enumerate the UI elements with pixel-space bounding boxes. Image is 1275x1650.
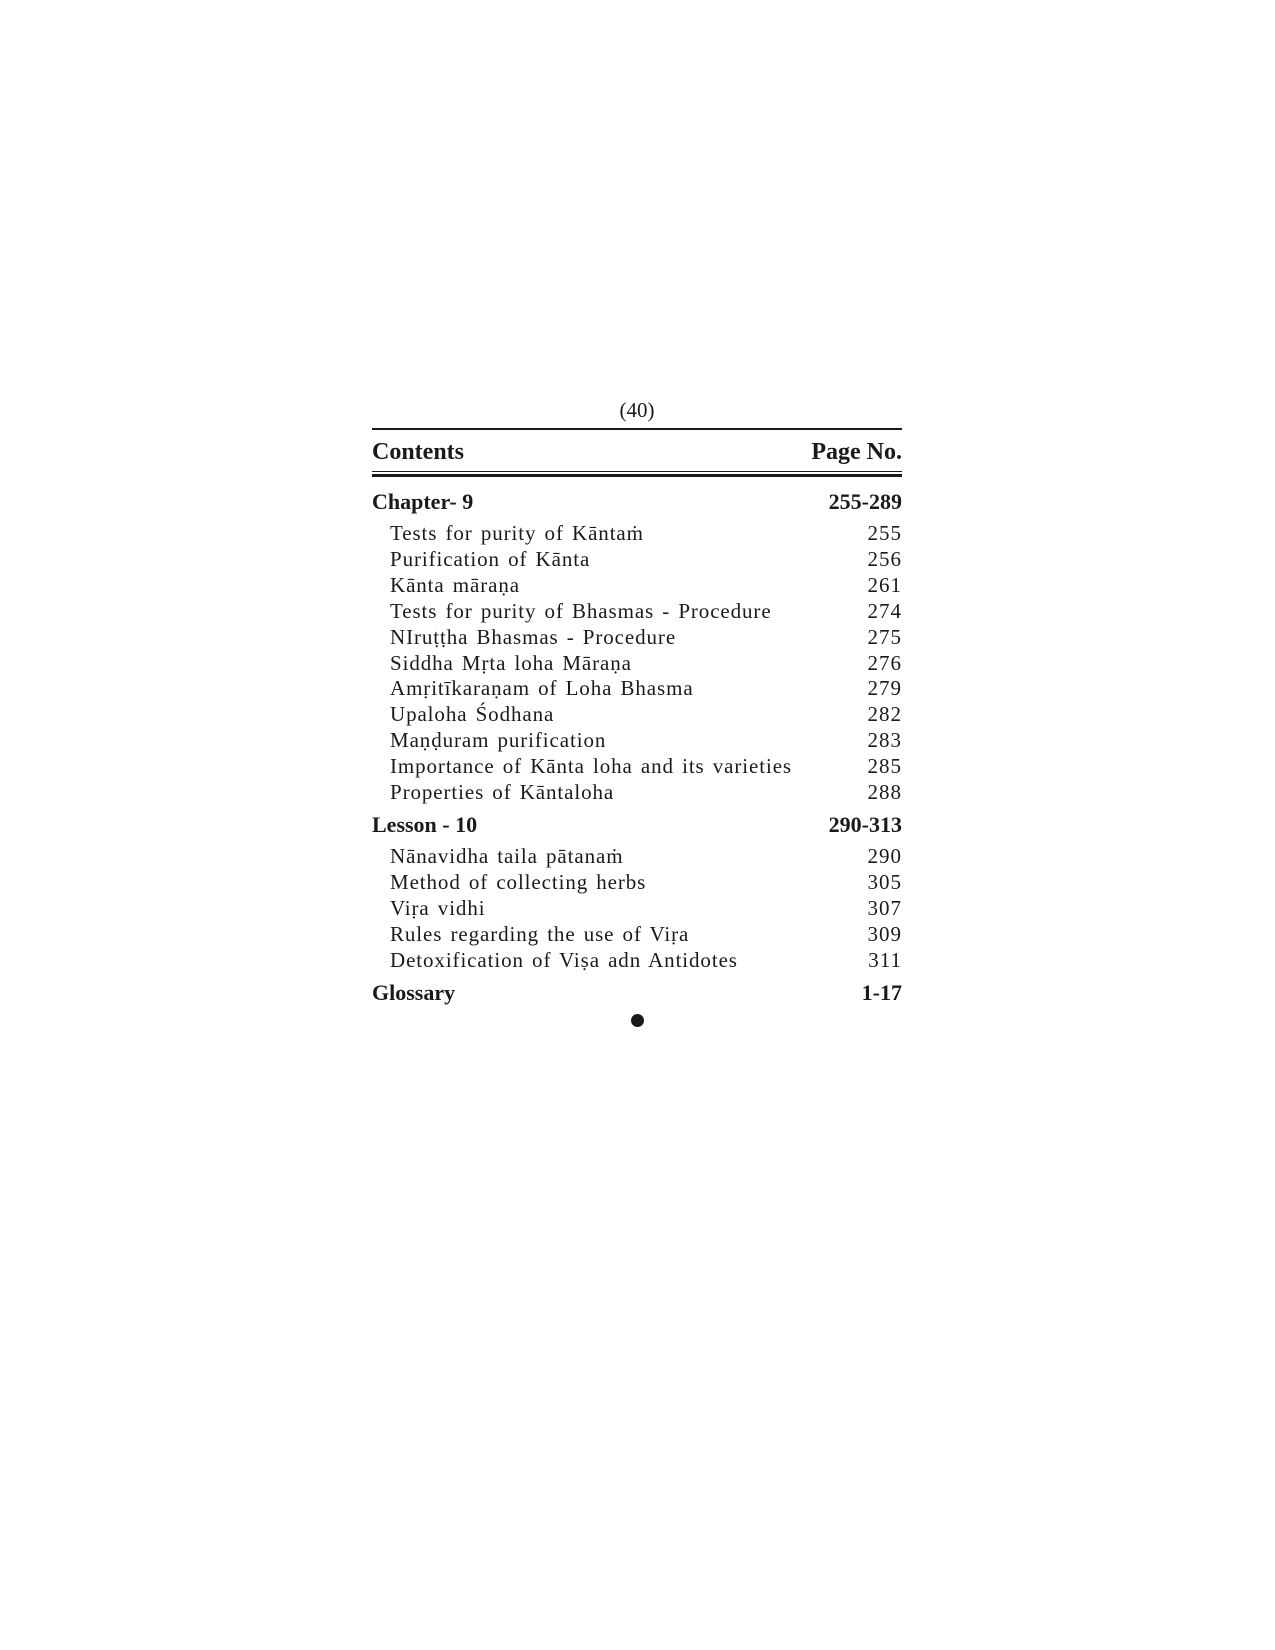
entry-page: 261 — [867, 572, 902, 597]
toc-entry — [372, 573, 902, 599]
toc-entry — [372, 521, 902, 547]
section-title: Glossary — [372, 979, 456, 1005]
entry-page: 309 — [867, 921, 902, 946]
section-page-range: 255-289 — [828, 489, 902, 514]
entry-page: 311 — [868, 947, 902, 972]
entry-page: 282 — [867, 702, 902, 727]
entry-title: Maṇḍuram purification — [390, 728, 607, 753]
entry-page: 290 — [867, 843, 902, 868]
entry-title: Kānta māraṇa — [390, 572, 520, 597]
entry-title: Upaloha Śodhana — [390, 702, 555, 727]
entry-title: Importance of Kānta loha and its varieties — [390, 754, 793, 779]
section-heading — [372, 812, 902, 838]
toc-entry — [372, 625, 902, 651]
entry-page: 275 — [867, 624, 902, 649]
header-double-rule — [372, 471, 902, 477]
page-number: (40) — [619, 398, 655, 422]
entry-page: 283 — [867, 728, 902, 753]
entry-title: Siddha Mṛta loha Māraṇa — [390, 650, 632, 675]
entry-page: 288 — [867, 780, 902, 805]
toc-entry — [372, 754, 902, 780]
section-title: Lesson - 10 — [372, 811, 478, 837]
toc-entry — [372, 780, 902, 806]
entry-title: Tests for purity of Kāntaṁ — [390, 521, 644, 545]
entry-title: Detoxification of Viṣa adn Antidotes — [390, 947, 738, 972]
entry-page: 279 — [867, 676, 902, 701]
section-page-range: 290-313 — [828, 811, 902, 837]
toc-entry — [372, 702, 902, 728]
entry-page: 305 — [867, 869, 902, 894]
section-heading — [372, 980, 902, 1006]
contents-header — [372, 430, 902, 471]
entry-title: Rules regarding the use of Viṛa — [390, 921, 690, 946]
toc-entry — [372, 547, 902, 573]
toc-entry — [372, 844, 902, 870]
toc-entry — [372, 676, 902, 702]
entry-page: 274 — [867, 598, 902, 623]
entry-title: Viṛa vidhi — [390, 895, 486, 920]
entry-title: Method of collecting herbs — [390, 869, 647, 894]
entry-page: 276 — [867, 650, 902, 675]
table-of-contents — [372, 428, 902, 1012]
page-no-heading: Page No. — [811, 439, 902, 465]
toc-entry — [372, 651, 902, 677]
toc-entry — [372, 870, 902, 896]
entry-title: Nānavidha taila pātanaṁ — [390, 843, 624, 868]
toc-entry — [372, 896, 902, 922]
entry-page: 255 — [867, 521, 902, 545]
toc-entry — [372, 948, 902, 974]
entry-title: Amṛitīkaraṇam of Loha Bhasma — [390, 676, 694, 701]
entry-title: Tests for purity of Bhasmas - Procedure — [390, 598, 772, 623]
contents-heading: Contents — [372, 439, 465, 465]
toc-entry — [372, 599, 902, 625]
entry-page: 285 — [867, 754, 902, 779]
entry-title: NIruṭṭha Bhasmas - Procedure — [390, 624, 677, 649]
end-bullet-dot — [631, 1014, 644, 1027]
section-heading — [372, 489, 902, 515]
entry-page: 256 — [867, 546, 902, 571]
entry-title: Properties of Kāntaloha — [390, 780, 615, 805]
toc-entry — [372, 922, 902, 948]
section-title: Chapter- 9 — [372, 489, 474, 514]
entry-title: Purification of Kānta — [390, 546, 591, 571]
entry-page: 307 — [867, 895, 902, 920]
section-page-range: 1-17 — [861, 979, 902, 1005]
toc-entry — [372, 728, 902, 754]
